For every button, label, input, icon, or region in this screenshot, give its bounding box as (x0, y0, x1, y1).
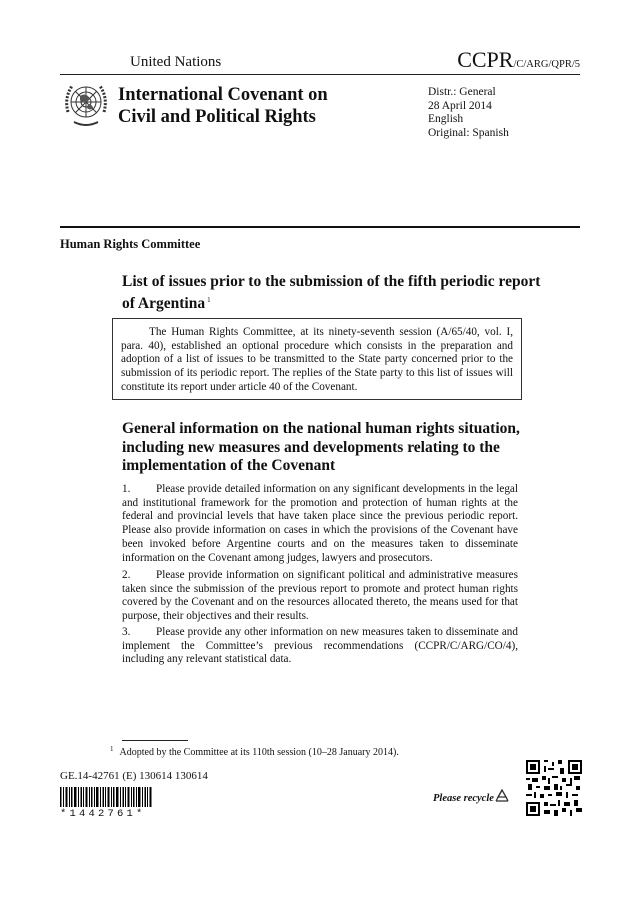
paragraph-1 (122, 483, 518, 565)
paragraph-2 (122, 569, 518, 624)
recycle-icon (492, 787, 512, 807)
intro-box (112, 318, 522, 400)
organization-name: United Nations (130, 54, 222, 70)
document-title (122, 272, 542, 313)
distr-line: Distr.: General (428, 86, 496, 98)
document-symbol (457, 47, 580, 73)
header-rule (60, 74, 580, 75)
paragraph-number: 3. (122, 626, 131, 638)
footnote-mark: 1 (110, 745, 114, 753)
date-line: 28 April 2014 (428, 99, 492, 112)
paragraph-text: Please provide any other information on new measures taken to disseminate and implement the Committee’s previous recommendations (CCPR/C/ARG/CO/4), including any relevant statistical data. (122, 626, 518, 666)
covenant-title (118, 84, 378, 128)
symbol-suffix: /C/ARG/QPR/5 (513, 59, 580, 70)
qr-code-icon (526, 760, 582, 816)
recycle-label: Please recycle (433, 793, 494, 804)
covenant-title-line2: Civil and Political Rights (118, 107, 316, 127)
paragraph-number: 1. (122, 483, 131, 495)
document-title-text: List of issues prior to the submission of the fifth periodic report of Argentina (122, 273, 541, 312)
section-heading: General information on the national human rights situation, including new measures and developments relating to the implementation of the Covenant (122, 420, 520, 474)
committee-name: Human Rights Committee (60, 237, 201, 251)
un-emblem-icon (60, 78, 112, 130)
symbol-main: CCPR (457, 47, 514, 72)
barcode-number: *1442761* (60, 808, 146, 820)
paragraph-number: 2. (122, 569, 131, 581)
intro-box-text: The Human Rights Committee, at its ninety-seventh session (A/65/40, vol. I, para. 40), established an optional procedure which consists in the preparation and adoption of a list of issues to be transmitted to the State party concerned prior to the submission of its periodic report. The replies of the State party to this list of issues will constitute its report under article 40 of the Covenant. (121, 326, 513, 393)
footnote-text: Adopted by the Committee at its 110th session (10–28 January 2014). (119, 747, 399, 758)
covenant-title-line1: International Covenant on (118, 85, 328, 105)
job-number: GE.14-42761 (E) 130614 130614 (60, 770, 208, 782)
barcode-icon (60, 787, 152, 807)
footnote-rule (122, 740, 188, 741)
paragraph-text: Please provide information on significant political and administrative measures taken since the submission of the previous report to promote and protect human rights covered by the Covenant and on the resources allocated thereto, the means used for that purpose, their objectives and their results. (122, 569, 518, 623)
distribution-block (428, 86, 509, 140)
original-language-line: Original: Spanish (428, 126, 509, 139)
paragraph-text: Please provide detailed information on any significant developments in the legal and institutional framework for the promotion and protection of human rights at the federal and provincial levels that have taken place since the previous periodic report. Please also provide information on cases in which the provisions of the Covenant have been invoked before Argentine courts and on the measures taken to disseminate information on the Covenant among judges, lawyers and prosecutors. (122, 483, 518, 564)
paragraph-3 (122, 626, 518, 667)
section-rule (60, 226, 580, 228)
footnote (110, 745, 399, 758)
footnote-reference[interactable]: 1 (207, 296, 211, 304)
language-line: English (428, 113, 464, 125)
